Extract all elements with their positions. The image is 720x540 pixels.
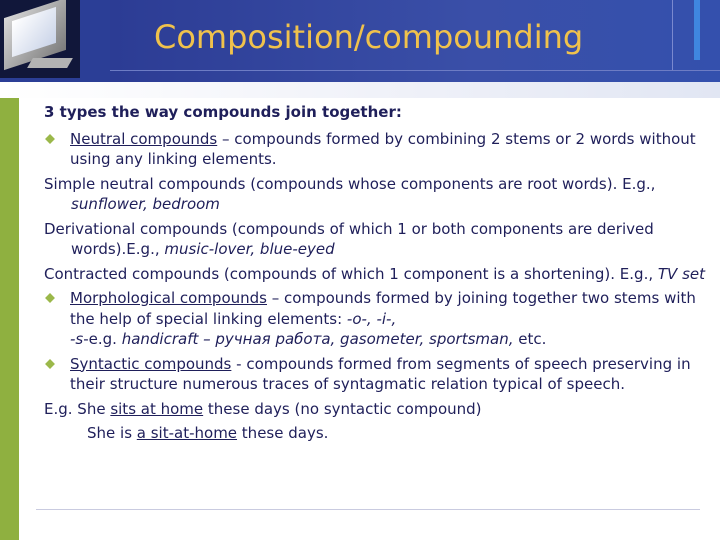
definition-syntactic: - compounds formed from segments of speech preserving in their structure numerous traces of syntagmatic relation typical of speech. <box>70 354 691 393</box>
definition-neutral: – compounds formed by combining 2 stems or 2 words without using any linking elements. <box>70 129 696 168</box>
term-neutral: Neutral compounds <box>70 129 218 148</box>
simple-neutral-example: sunflower, bedroom <box>71 195 220 213</box>
bullet-morphological <box>44 288 712 350</box>
simple-neutral <box>44 174 712 215</box>
bullet-neutral <box>44 129 712 170</box>
linking-elements: -o-, -i-, <box>346 309 397 328</box>
contracted <box>44 264 712 285</box>
simple-neutral-text: Simple neutral compounds (compounds whose components are root words). E.g., <box>44 174 656 193</box>
slide-body <box>44 102 712 448</box>
contracted-text: Contracted compounds (compounds of which 1 component is a shortening). E.g., <box>44 264 658 283</box>
term-morphological: Morphological compounds <box>70 289 267 307</box>
s-element: -s <box>70 330 84 348</box>
example1-phrase: sits at home <box>110 399 204 418</box>
bullet-syntactic <box>44 354 712 395</box>
derivational-text: Derivational compounds (compounds of which 1 or both components are derived words).E.g., <box>44 219 654 258</box>
etc-label: etc. <box>513 330 547 348</box>
derivational-example: music-lover, blue-eyed <box>164 240 335 258</box>
diamond-bullet-icon <box>44 292 56 304</box>
example2-rest: these days. <box>237 424 329 442</box>
header-strip <box>0 82 720 98</box>
example2-prefix: She is <box>87 424 137 442</box>
example-line-1 <box>44 399 712 420</box>
example1-rest: these days (no syntactic compound) <box>203 399 482 418</box>
diamond-bullet-icon <box>44 133 56 145</box>
morphological-examples: handicraft – ручная работа, gasometer, sportsman, <box>121 330 514 348</box>
header-vertical-divider <box>672 0 673 70</box>
example-line-2 <box>44 423 712 444</box>
monitor-icon <box>0 0 80 78</box>
footer-divider <box>36 509 700 510</box>
slide-title: Composition/compounding <box>154 18 584 56</box>
header-divider <box>110 70 720 71</box>
intro-heading: 3 types the way compounds join together: <box>44 103 402 121</box>
definition-morphological: – compounds formed by joining together two stems with the help of special linking elements: <box>70 289 696 328</box>
term-syntactic: Syntactic compounds <box>70 354 232 373</box>
diamond-bullet-icon <box>44 358 56 370</box>
example1-prefix: E.g. She <box>44 399 111 418</box>
header-accent-bar <box>694 0 700 60</box>
eg-label: -e.g. <box>83 330 122 348</box>
example2-phrase: a sit-at-home <box>136 424 238 442</box>
derivational <box>44 219 712 260</box>
left-accent-bar <box>0 98 19 540</box>
contracted-example: TV set <box>657 264 706 283</box>
left-accent-gap <box>19 98 22 540</box>
